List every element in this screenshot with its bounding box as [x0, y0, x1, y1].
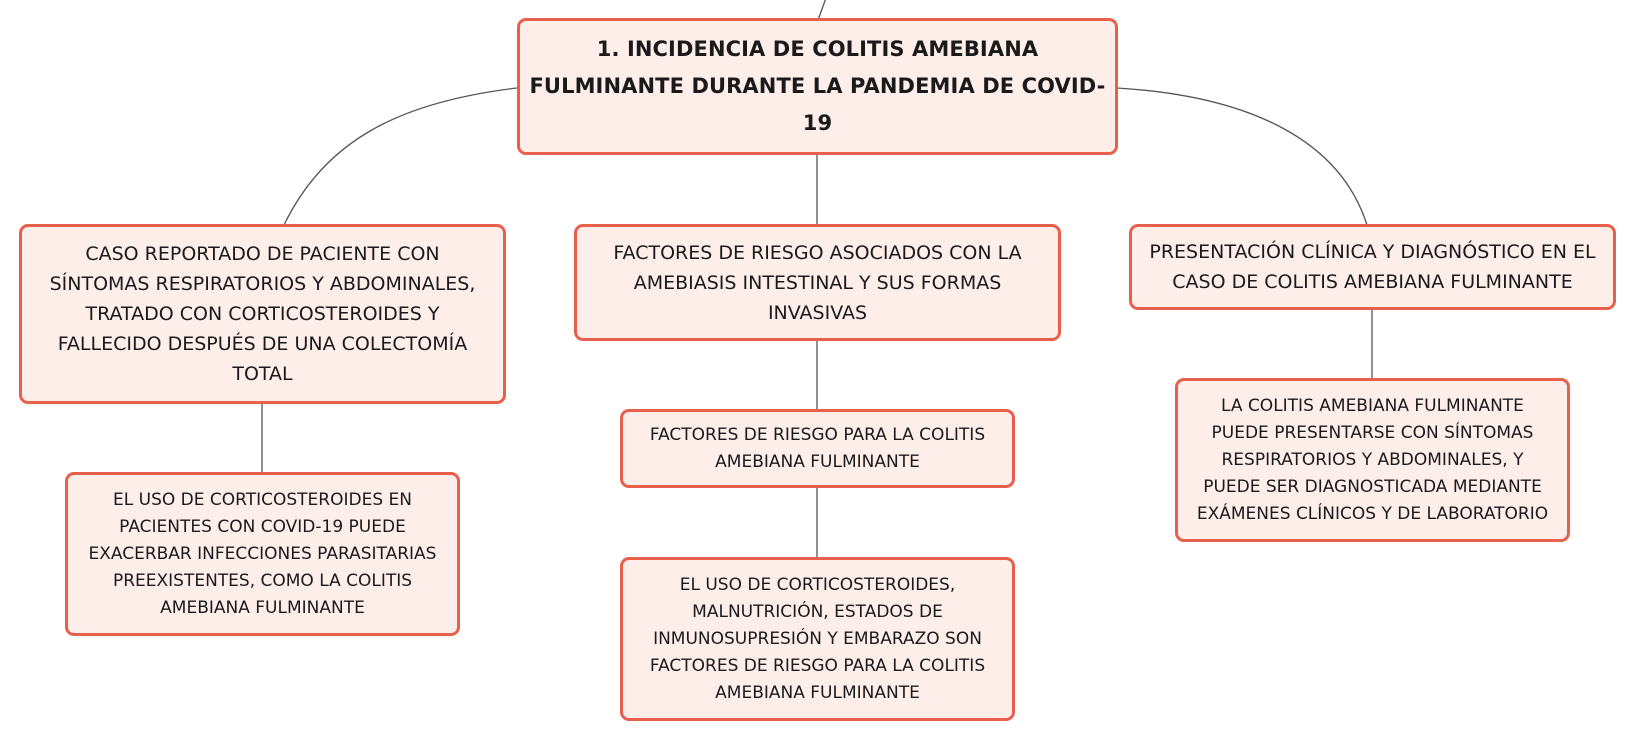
subtopic-risk-factors-colitis-label: FACTORES DE RIESGO PARA LA COLITIS AMEBIANA FULMINANTE — [649, 424, 986, 472]
root-topic[interactable] — [517, 18, 1118, 155]
topic-clinical-presentation-label: PRESENTACIÓN CLÍNICA Y DIAGNÓSTICO EN EL CASO DE COLITIS AMEBIANA FULMINANTE — [1149, 241, 1596, 293]
topic-risk-factors[interactable] — [574, 224, 1061, 341]
subtopic-presentation-diagnosis[interactable] — [1175, 378, 1570, 542]
subtopic-risk-factors-list-label: EL USO DE CORTICOSTEROIDES, MALNUTRICIÓN, ESTADOS DE INMUNOSUPRESIÓN Y EMBARAZO SON FACTORES DE RIESGO PARA LA COLITIS AMEBIANA FULMINANTE — [649, 574, 986, 703]
topic-case-report[interactable] — [19, 224, 506, 404]
topic-risk-factors-label: FACTORES DE RIESGO ASOCIADOS CON LA AMEBIASIS INTESTINAL Y SUS FORMAS INVASIVAS — [613, 241, 1022, 324]
connector-root-to-parent — [818, 0, 826, 20]
root-topic-label: 1. INCIDENCIA DE COLITIS AMEBIANA FULMINANTE DURANTE LA PANDEMIA DE COVID-19 — [529, 37, 1106, 135]
subtopic-presentation-diagnosis-label: LA COLITIS AMEBIANA FULMINANTE PUEDE PRESENTARSE CON SÍNTOMAS RESPIRATORIOS Y ABDOMINALES, Y PUEDE SER DIAGNOSTICADA MEDIANTE EXÁMENES CLÍNICOS Y DE LABORATORIO — [1196, 395, 1549, 524]
subtopic-risk-factors-colitis[interactable] — [620, 409, 1015, 488]
connector-root-to-branch-right — [1117, 88, 1367, 225]
connector-root-to-branch-left — [284, 88, 517, 225]
topic-case-report-label: CASO REPORTADO DE PACIENTE CON SÍNTOMAS RESPIRATORIOS Y ABDOMINALES, TRATADO CON CORTICOSTEROIDES Y FALLECIDO DESPUÉS DE UNA COLECTOMÍA TOTAL — [49, 243, 476, 385]
subtopic-corticosteroids-covid-label: EL USO DE CORTICOSTEROIDES EN PACIENTES CON COVID-19 PUEDE EXACERBAR INFECCIONES PARASITARIAS PREEXISTENTES, COMO LA COLITIS AMEBIANA FULMINANTE — [88, 489, 437, 618]
subtopic-corticosteroids-covid[interactable] — [65, 472, 460, 636]
topic-clinical-presentation[interactable] — [1129, 224, 1616, 310]
subtopic-risk-factors-list[interactable] — [620, 557, 1015, 721]
